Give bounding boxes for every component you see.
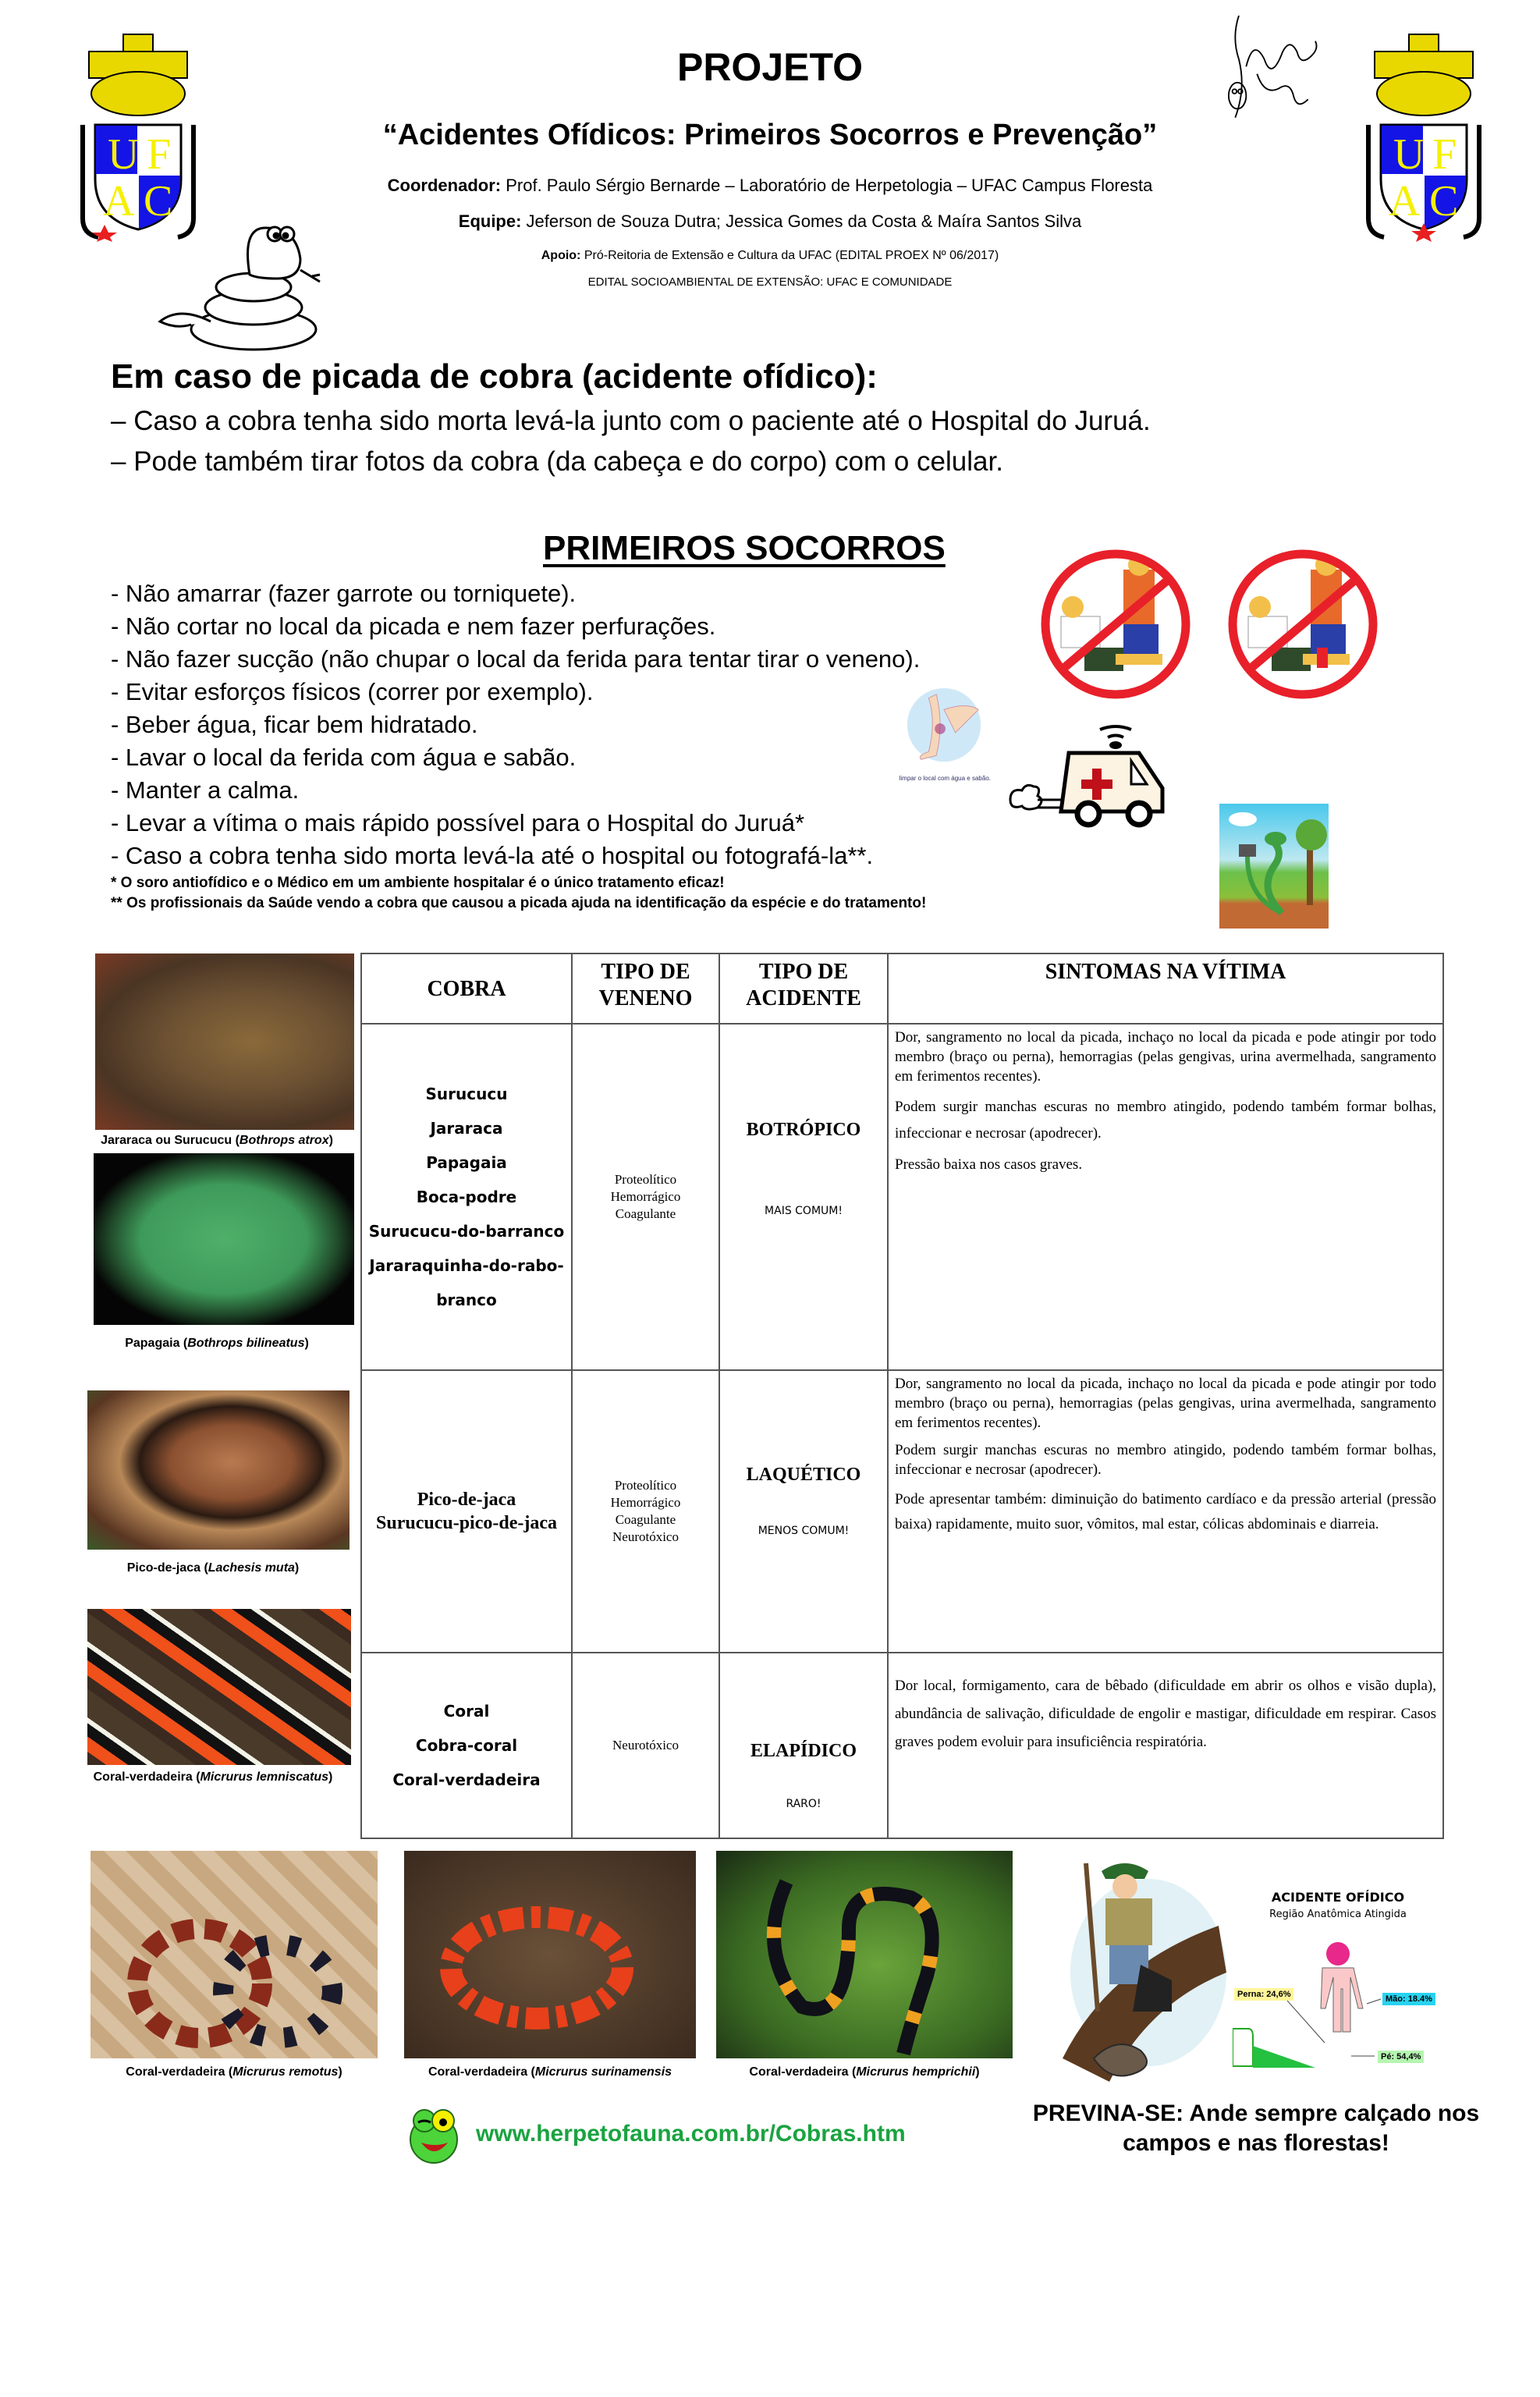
first-aid-note: * O soro antiofídico e o Médico em um ambiente hospitalar é o único tratamento eficaz! [111,875,725,891]
snake-names-cell [360,1023,573,1371]
photo-lachesis-muta [87,1390,350,1550]
photo-caption: Coral-verdadeira (Micrurus remotus) [126,2065,342,2079]
prohibited-cut-icon [1038,546,1194,702]
photo-caption: Pico-de-jaca (Lachesis muta) [126,1561,300,1575]
photo-bothrops-bilineatus [94,1153,354,1325]
coordinator-label: Coordenador: [387,176,502,195]
symptoms-cell: Dor, sangramento no local da picada, inchaço no local da picada e pode atingir por todo membro (braço ou perna), hemorragias (pelas gengivas, urina avermelhada, sangramento em ferimentos recentes). Podem surgir manchas escuras no membro atingido, podendo também formar bolhas, infeccionar e necrosar (apodrecer). Pressão baixa nos casos graves. [887,1023,1444,1371]
svg-text:F: F [147,130,172,179]
coral-snake-drawing [404,1851,696,2058]
header-venom-type: TIPO DE VENENO [571,953,720,1024]
hand-percentage-label: Mão: 18.4% [1382,1993,1435,2005]
symptoms-cell: Dor, sangramento no local da picada, inchaço no local da picada e pode atingir por todo membro (braço ou perna), hemorragias (pelas gengivas, urina avermelhada, sangramento em ferimentos recentes). Podem surgir manchas escuras no membro atingido, podendo também formar bolhas, infeccionar e necrosar (apodrecer). Pode apresentar também: diminuição do batimento cardíaco e da pressão arterial (pressão baixa) rapidamente, muito suor, vômitos, mal estar, cólicas abdominais e diarreia. [887,1369,1444,1653]
photo-micrurus-surinamensis [404,1851,696,2058]
svg-text:U: U [108,130,140,179]
hiker-illustration [1063,1855,1226,2082]
snake-name: Boca-podre [416,1188,517,1206]
first-aid-item: - Lavar o local da ferida com água e sabão. [111,744,577,771]
header-symptoms: SINTOMAS NA VÍTIMA [887,953,1444,1024]
venom-cell: Proteolítico Hemorrágico Coagulante [571,1023,720,1371]
frog-mascot [403,2102,465,2168]
photo-caption: Coral-verdadeira (Micrurus surinamensis [428,2065,672,2079]
anatomy-infographic [1233,1855,1474,2082]
coordinator-value: Prof. Paulo Sérgio Bernarde – Laboratório de Herpetologia – UFAC Campus Floresta [501,176,1153,195]
svg-text:A: A [103,177,135,225]
photo-caption: Papagaia (Bothrops bilineatus) [125,1337,309,1350]
prevention-message: PREVINA-SE: Ande sempre calçado nos campos e nas florestas! [1032,2100,1480,2156]
snake-name: branco [436,1291,497,1309]
accident-type: LAQUÉTICO [746,1465,861,1485]
header-accident-type: TIPO DE ACIDENTE [719,953,889,1024]
snake-name: Coral [443,1702,490,1721]
team-line [0,211,1540,233]
first-aid-item: - Caso a cobra tenha sido morta levá-la até o hospital ou fotografá-la**. [111,842,874,869]
first-aid-item: - Beber água, ficar bem hidratado. [111,711,478,738]
support-label: Apoio: [541,249,581,262]
support-line [0,248,1540,264]
snake-with-phone-icon [1219,804,1329,929]
frog-icon [403,2102,465,2164]
accident-frequency: MAIS COMUM! [765,1205,843,1217]
snake-name: Coral-verdadeira [392,1770,541,1789]
project-title: “Acidentes Ofídicos: Primeiros Socorros e Prevenção” [382,119,1158,151]
washing-foot-icon [897,687,991,771]
snake-name: Jararaca [430,1119,503,1138]
prohibited-tourniquet-icon [1225,546,1381,702]
no-tourniquet-illustration [1225,546,1381,706]
intro-line: – Caso a cobra tenha sido morta levá-la junto com o paciente até o Hospital do Juruá. [111,406,1151,436]
accident-type: BOTRÓPICO [746,1120,861,1140]
intro-line: – Pode também tirar fotos da cobra (da cabeça e do corpo) com o celular. [111,446,1003,477]
photo-micrurus-remotus [90,1851,378,2058]
symptoms-cell: Dor local, formigamento, cara de bêbado (dificuldade em abrir os olhos e visão dupla), abundância de salivação, dificuldade de engolir e mastigar, dificuldade em respirar. Casos graves podem evoluir para insuficiência respiratória. [887,1652,1444,1839]
wash-wound-illustration [897,687,991,783]
hiker-stepping-snake-icon [1063,1855,1226,2082]
first-aid-title: PRIMEIROS SOCORROS [543,529,946,567]
snake-name: Cobra-coral [415,1736,518,1755]
wash-caption: limpar o local com água e sabão. [899,775,991,782]
accident-type: ELAPÍDICO [750,1741,857,1761]
photo-caption: Coral-verdadeira (Micrurus lemniscatus) [93,1770,333,1784]
photo-micrurus-hemprichii [716,1851,1013,2058]
support-value: Pró-Reitoria de Extensão e Cultura da UFAC (EDITAL PROEX Nº 06/2017) [580,249,999,262]
coral-snake-drawing [90,1851,378,2058]
coral-snake-drawing [716,1851,1013,2058]
team-value: Jeferson de Souza Dutra; Jessica Gomes da Costa & Maíra Santos Silva [521,211,1082,231]
snake-name: Surucucu-pico-de-jaca [376,1513,557,1533]
first-aid-item: - Não fazer sucção (não chupar o local da ferida para tentar tirar o veneno). [111,645,921,673]
photo-caption: Jararaca ou Surucucu (Bothrops atrox) [101,1134,333,1147]
snake-name: Papagaia [426,1153,507,1172]
infographic-title: ACIDENTE OFÍDICO [1271,1890,1405,1905]
snake-name: Surucucu-do-barranco [368,1222,565,1241]
venom-cell: Proteolítico Hemorrágico Coagulante Neurotóxico [571,1369,720,1653]
snake-name: Surucucu [425,1085,508,1103]
leg-percentage-label: Perna: 24,6% [1234,1988,1293,2001]
snake-selfie-illustration [1219,804,1329,929]
accident-cell [719,1652,889,1839]
svg-text:C: C [1429,177,1459,225]
venom-cell: Neurotóxico [571,1652,720,1839]
coordinator-line [0,175,1540,197]
photo-micrurus-lemniscatus [87,1609,351,1765]
photo-bothrops-atrox [95,953,354,1130]
infographic-subtitle: Região Anatômica Atingida [1269,1909,1407,1920]
project-label: PROJETO [676,45,864,89]
snake-name: Pico-de-jaca [417,1490,516,1510]
accident-frequency: MENOS COMUM! [758,1525,850,1537]
first-aid-item: - Evitar esforços físicos (correr por exemplo). [111,678,594,705]
accident-cell [719,1369,889,1653]
snake-names-cell [360,1369,573,1653]
first-aid-note: ** Os profissionais da Saúde vendo a cobra que causou a picada ajuda na identificação da espécie e do tratamento! [111,895,927,911]
accident-cell [719,1023,889,1371]
first-aid-item: - Não amarrar (fazer garrote ou torniquete). [111,580,577,607]
team-label: Equipe: [458,211,522,231]
snake-name: Jararaquinha-do-rabo- [369,1256,564,1275]
svg-text:C: C [144,177,173,225]
header-cobra: COBRA [360,953,573,1024]
intro-heading: Em caso de picada de cobra (acidente ofídico): [111,357,878,396]
first-aid-item: - Levar a vítima o mais rápido possível para o Hospital do Juruá* [111,809,805,836]
svg-text:F: F [1432,130,1457,179]
no-cutting-illustration [1038,546,1194,706]
photo-caption: Coral-verdadeira (Micrurus hemprichii) [749,2065,980,2079]
accident-frequency: RARO! [786,1798,821,1810]
snake-names-cell [360,1652,573,1839]
website-link[interactable]: www.herpetofauna.com.br/Cobras.htm [476,2121,906,2147]
svg-text:A: A [1389,177,1421,225]
ambulance-icon [1006,722,1170,831]
edital-line: EDITAL SOCIOAMBIENTAL DE EXTENSÃO: UFAC E COMUNIDADE [587,275,953,289]
svg-text:U: U [1393,130,1425,179]
first-aid-item: - Não cortar no local da picada e nem fazer perfurações. [111,613,716,640]
ambulance-illustration [1006,722,1170,835]
first-aid-item: - Manter a calma. [111,776,300,804]
foot-percentage-label: Pé: 54,4% [1378,2051,1424,2063]
